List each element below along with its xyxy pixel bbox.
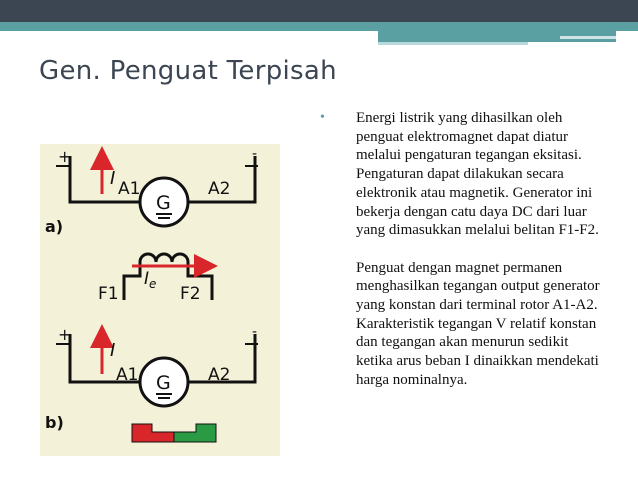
accent-line — [378, 42, 528, 45]
panel-b-label: b) — [45, 413, 64, 432]
top-stripe — [0, 22, 638, 31]
a2-label-b: A2 — [208, 365, 231, 385]
minus-sign-b: - — [252, 324, 258, 340]
current-label-b: I — [110, 340, 116, 361]
top-bar — [0, 0, 638, 22]
slide-title: Gen. Penguat Terpisah — [39, 56, 337, 86]
plus-sign-a: + — [58, 147, 72, 166]
generator-symbol-a: G — [156, 192, 171, 214]
bullet-icon: • — [320, 110, 325, 125]
body-text — [320, 109, 608, 390]
generator-diagram-svg — [40, 144, 280, 456]
a1-label-b: A1 — [116, 365, 139, 385]
generator-symbol-b: G — [156, 372, 171, 394]
panel-a-label: a) — [45, 217, 64, 236]
accent-highlight — [560, 36, 638, 39]
a1-label-a: A1 — [118, 179, 141, 199]
excitation-label: $I_e$ — [144, 269, 157, 291]
paragraph-2: Penguat dengan magnet permanen menghasilkan tegangan output generator yang konstan dari terminal rotor A1-A2. Karakteristik tegangan V relatif konstan dan tegangan akan menurun sedikit ketika arus beban I dinaikkan mendekati harga nominalnya. — [356, 259, 600, 388]
f1-label: F1 — [98, 284, 119, 304]
minus-sign-a: - — [252, 146, 258, 162]
current-label-a: I — [110, 168, 116, 189]
magnet-south — [174, 424, 216, 442]
generator-diagram — [40, 144, 280, 456]
field-coil — [140, 254, 188, 262]
magnet-north — [132, 424, 174, 442]
a2-label-a: A2 — [208, 179, 231, 199]
wire-f1 — [124, 262, 140, 300]
plus-sign-b: + — [58, 325, 72, 344]
f2-label: F2 — [180, 284, 201, 304]
paragraph-1: Energi listrik yang dihasilkan oleh penguat elektromagnet dapat diatur melalui pengaturan tegangan eksitasi. Pengaturan dapat dilakukan secara elektronik atau magnetik. Generator ini bekerja dengan catu daya DC dari luar yang dimasukkan melalui belitan F1-F2. — [356, 110, 599, 239]
